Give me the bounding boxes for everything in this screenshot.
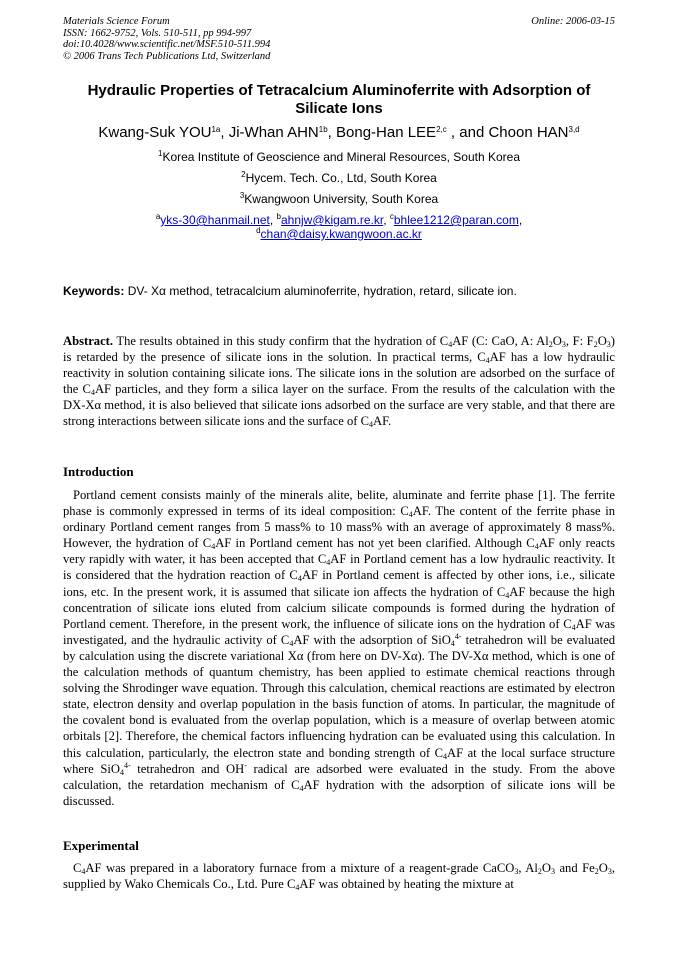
- email-link[interactable]: ahnjw@kigam.re.kr: [280, 213, 384, 227]
- subscript: 4: [326, 558, 331, 568]
- affiliation-2: [63, 171, 615, 185]
- text-run: AF was investigated, and the hydraulic activity of C: [63, 616, 615, 647]
- superscript: 4-: [123, 760, 131, 770]
- email-sup: a: [155, 212, 161, 221]
- keywords: [63, 284, 615, 299]
- text-run: O: [597, 334, 607, 348]
- author-sup: 1a: [211, 125, 221, 134]
- text-run: AF has a low hydraulic reactivity in solution containing silicate ions. The silicate ions in the solution are adsorbed on the surface of the C: [63, 350, 616, 397]
- text-run: O: [598, 861, 608, 875]
- subscript: 3: [514, 867, 519, 876]
- section-heading-introduction: Introduction: [63, 464, 134, 479]
- text-run: AF in Portland cement has not yet been clarified. Although C: [215, 536, 535, 551]
- journal-header: [63, 16, 383, 62]
- author-name: Bong-Han LEE: [336, 124, 437, 141]
- text-run: AF. The content of the ferrite phase in ordinary Portland cement ranges from 5 mass% to 10 mass% with an average of approximately 8 mass%. However, the hydration of C: [63, 504, 615, 551]
- subscript: 3: [561, 340, 566, 349]
- text-run: AF because the high concentration of silicate ions eluted from calcium silicate compounds is formed during the hydration of Portland cement. Therefore, in the present work, the influence of silicate ions on the hydration of C: [63, 584, 615, 631]
- paper-title: Hydraulic Properties of Tetracalcium Aluminoferrite with Adsorption of Silicate Ions: [87, 82, 591, 117]
- subscript: 4: [299, 783, 304, 793]
- subscript: 3: [550, 867, 555, 876]
- introduction-paragraph: [63, 487, 615, 809]
- affiliation-sup: 1: [158, 149, 163, 158]
- text-run: tetrahedron and OH: [130, 761, 245, 776]
- email-link[interactable]: yks-30@hanmail.net: [160, 213, 270, 227]
- affiliation-3: [63, 192, 615, 206]
- subscript: 4: [442, 751, 447, 761]
- affiliation-1: [63, 150, 615, 164]
- affiliation-text: Kwangwoon University, South Korea: [244, 192, 439, 206]
- subscript: 4: [211, 542, 216, 552]
- email-sup: c: [389, 212, 394, 221]
- email-list: $^a$yks-30@hanmail.net, $^b$ahnjw@kigam.re.kr, $^c$bhlee1212@paran.com, $^d$chan@daisy.kwangwoon.ac.kr: [155, 212, 523, 241]
- subscript: 4: [505, 590, 510, 600]
- keywords-text: DV- Xα method, tetracalcium aluminoferrite, hydration, retard, silicate ion.: [127, 284, 517, 298]
- text-run: and Fe: [554, 861, 595, 875]
- experimental-paragraph: [63, 860, 615, 892]
- subscript: 2: [548, 340, 553, 349]
- text-run: AF particles, and they form a silica layer on the surface. From the results of the calculation with the DX-Xα method, it is also believed that silicate ions adsorbed on the surface are very stable, and that there are strong interactions between silicate ions and the surface of C: [63, 382, 615, 429]
- text-run: O: [552, 334, 562, 348]
- subscript: 4: [90, 388, 95, 398]
- text-run: ) is retarded by the presence of silicate ions in the solution. In practical terms, C: [63, 334, 615, 365]
- subscript: 2: [593, 340, 598, 349]
- text-run: AF only reacts very rapidly with water, it has been accepted that C: [63, 536, 615, 567]
- text-run: O: [541, 861, 551, 875]
- author-list: Kwang-Suk $YOU^{1a}$, Ji-Whan $AHN^{1b}$, Bong-Han LEE$^{2,c}$ , and Choon HAN$^{3,d}$: [98, 124, 580, 141]
- text-run: AF in Portland cement has a low hydraulic reactivity. It is considered that the hydration reaction of C: [63, 552, 615, 583]
- author-sup: 2,c: [436, 125, 447, 134]
- journal-name: Materials Science Forum: [63, 16, 170, 27]
- affiliation-sup: 3: [239, 191, 245, 200]
- author-name: Ji-Whan AHN: [228, 124, 319, 141]
- copyright-line: © 2006 Trans Tech Publications Ltd, Switzerland: [63, 50, 271, 62]
- subscript: 4: [289, 638, 294, 648]
- issn-line: ISSN: 1662-9752, Vols. 510-511, pp 994-997: [63, 27, 252, 39]
- abstract: [63, 333, 615, 430]
- abstract-label: Abstract.: [63, 334, 114, 348]
- subscript: 4: [448, 340, 453, 349]
- email-link[interactable]: chan@daisy.kwangwoon.ac.kr: [260, 227, 422, 241]
- doi-line: doi:10.4028/www.scientific.net/MSF.510-511.994: [63, 39, 271, 50]
- text-run: AF in Portland cement is affected by other ions, i.e., silicate ions, etc. In the present work, it is assumed that silicate ion affects the hydration of C: [63, 568, 615, 599]
- text-run: AF at the local surface structure where SiO: [63, 745, 615, 776]
- author-name: and Choon HAN: [459, 124, 569, 141]
- superscript: 4-: [454, 631, 462, 641]
- subscript: 4: [485, 356, 490, 366]
- subscript: 4: [408, 510, 413, 520]
- subscript: 4: [571, 622, 576, 632]
- author-name: Kwang-Suk YOU: [98, 124, 212, 141]
- subscript: 3: [606, 340, 611, 349]
- text-run: C: [73, 861, 82, 875]
- text-run: Portland cement consists mainly of the minerals alite, belite, aluminate and ferrite phase [1]. The ferrite phase is commonly expressed in terms of its ideal composition: C: [63, 488, 615, 519]
- email-sup: d: [256, 226, 261, 235]
- email-sup: b: [276, 212, 281, 221]
- author-sup: 1b: [318, 125, 328, 134]
- author-sup: 3,d: [568, 125, 580, 134]
- online-date: Online: 2006-03-15: [531, 16, 615, 27]
- affiliation-text: Korea Institute of Geoscience and Mineral Resources, South Korea: [162, 150, 520, 164]
- text-run: AF with the adsorption of SiO: [293, 632, 451, 647]
- subscript: 4: [534, 542, 539, 552]
- subscript: 3: [607, 867, 612, 876]
- text-run: The results obtained in this study confirm that the hydration of C: [116, 334, 449, 348]
- subscript: 2: [537, 867, 542, 876]
- text-run: , F: F: [565, 334, 594, 348]
- superscript: -: [244, 760, 247, 770]
- subscript: 4: [450, 638, 455, 648]
- affiliation-sup: 2: [241, 170, 246, 179]
- text-run: AF hydration with the adsorption of silicate ions will be discussed.: [63, 777, 615, 808]
- subscript: 4: [297, 574, 302, 584]
- subscript: 4: [81, 867, 86, 876]
- affiliation-text: Hycem. Tech. Co., Ltd, South Korea: [245, 171, 437, 185]
- subscript: 4: [119, 767, 124, 777]
- section-heading-experimental: Experimental: [63, 838, 139, 853]
- text-run: AF was obtained by heating the mixture at: [299, 877, 514, 892]
- subscript: 2: [594, 867, 599, 876]
- email-link[interactable]: bhlee1212@paran.com: [393, 213, 519, 227]
- text-run: AF (C: CaO, A: Al: [452, 334, 549, 348]
- text-run: , Al: [518, 861, 538, 875]
- text-run: , supplied by Wako Chemicals Co., Ltd. Pure C: [63, 861, 615, 892]
- keywords-label: Keywords:: [63, 284, 125, 298]
- subscript: 4: [369, 420, 374, 430]
- subscript: 4: [295, 883, 300, 893]
- text-run: radical are adsorbed were evaluated in the study. From the above calculation, the retardation mechanism of C: [63, 761, 615, 792]
- text-run: AF.: [373, 414, 392, 429]
- text-run: AF was prepared in a laboratory furnace from a mixture of a reagent-grade CaCO: [85, 861, 515, 875]
- text-run: tetrahedron will be evaluated by calculation using the discrete variational Xα (from here on DV-Xα). The DV-Xα method, which is one of the calculation methods of quantum chemistry, has been applied to estimate chemical reactions through solving the Shrodinger wave equation. Through this calculation, chemical reactions are estimated by electron state, electron density and overlap population in the basis function of atoms. In particular, the magnitude of the covalent bond is evaluated from the overlap population, which is a measure of overlap between atomic orbitals [2]. Therefore, the chemical factors influencing hydration can be evaluated using this calculation. In this calculation, particularly, the electron state and bonding strength of C: [63, 632, 615, 760]
